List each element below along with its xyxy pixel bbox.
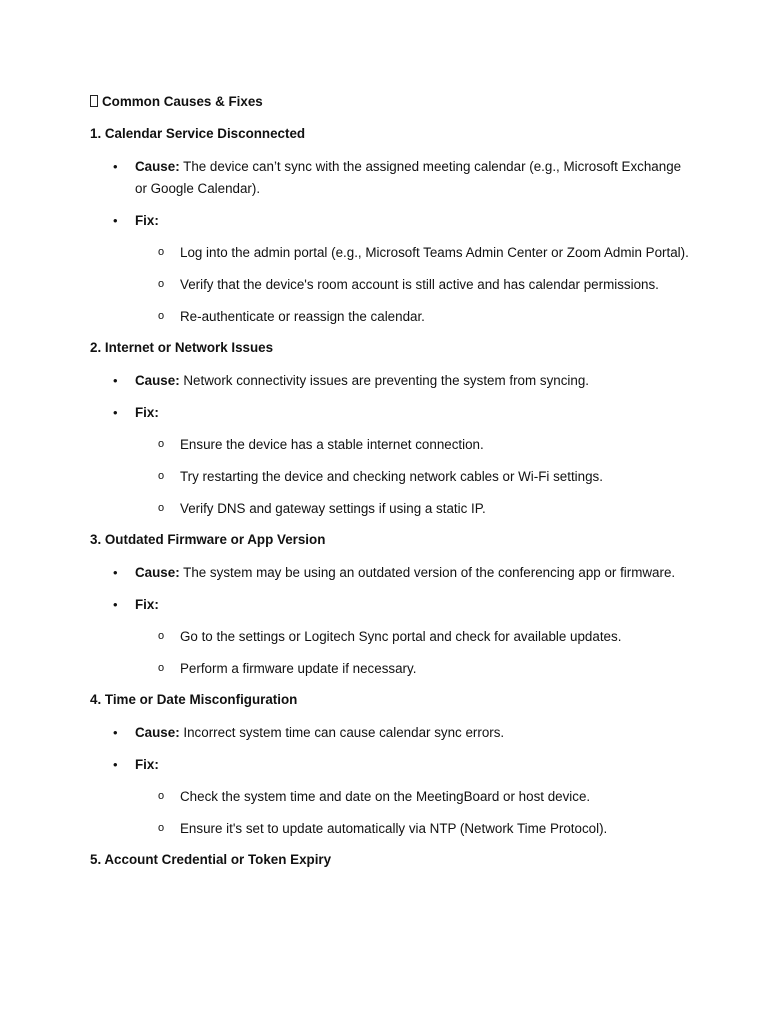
section-1 [90,124,690,327]
fix-step: o Ensure it's set to update automatically via NTP (Network Time Protocol). [90,818,690,840]
document-title-text: Common Causes & Fixes [102,94,263,109]
fix-step: o Log into the admin portal (e.g., Microsoft Teams Admin Center or Zoom Admin Portal). [90,242,690,264]
fix-label: Fix: [135,404,159,420]
fix-label: Fix: [135,596,159,612]
cause-text: Network connectivity issues are preventing the system from syncing. [183,372,589,388]
fix-item [90,594,690,616]
fix-step: o Try restarting the device and checking network cables or Wi-Fi settings. [90,466,690,488]
fix-step: o Go to the settings or Logitech Sync portal and check for available updates. [90,626,690,648]
section-heading: 3. Outdated Firmware or App Version [90,531,326,547]
cause-label: Cause: [135,372,180,388]
fix-step: o Verify that the device's room account is still active and has calendar permissions. [90,274,690,296]
section-2 [90,338,690,520]
fix-label: Fix: [135,756,159,772]
fix-item [90,402,690,424]
section-heading: 1. Calendar Service Disconnected [90,126,306,141]
cause-text: The system may be using an outdated version of the conferencing app or firmware. [183,564,676,580]
section-5-heading: 5. Account Credential or Token Expiry [90,851,332,867]
fix-step: o Ensure the device has a stable internet connection. [90,434,690,456]
section-heading: 2. Internet or Network Issues [90,339,274,355]
cause-item [90,370,690,392]
section-4 [90,690,690,840]
cause-label: Cause: [135,159,180,174]
fix-item [90,210,690,232]
cause-label: Cause: [135,724,180,740]
cause-label: Cause: [135,564,180,580]
fix-item [90,754,690,776]
cause-text: The device can’t sync with the assigned meeting calendar (e.g., Microsoft Exchange or Google Calendar). [135,159,682,196]
fix-label: Fix: [135,212,159,228]
section-heading: 4. Time or Date Misconfiguration [90,691,298,707]
missing-glyph-icon [90,95,98,107]
fix-step: o Re-authenticate or reassign the calendar. [90,306,690,328]
cause-item [90,562,690,584]
section-3 [90,530,690,680]
cause-item [90,722,690,744]
document-title [90,92,690,124]
document-body [90,92,690,882]
fix-step: o Perform a firmware update if necessary. [90,658,690,680]
fix-step: o Verify DNS and gateway settings if using a static IP. [90,498,690,520]
fix-step: o Check the system time and date on the MeetingBoard or host device. [90,786,690,808]
cause-text: Incorrect system time can cause calendar sync errors. [183,724,505,740]
cause-item [90,156,690,199]
